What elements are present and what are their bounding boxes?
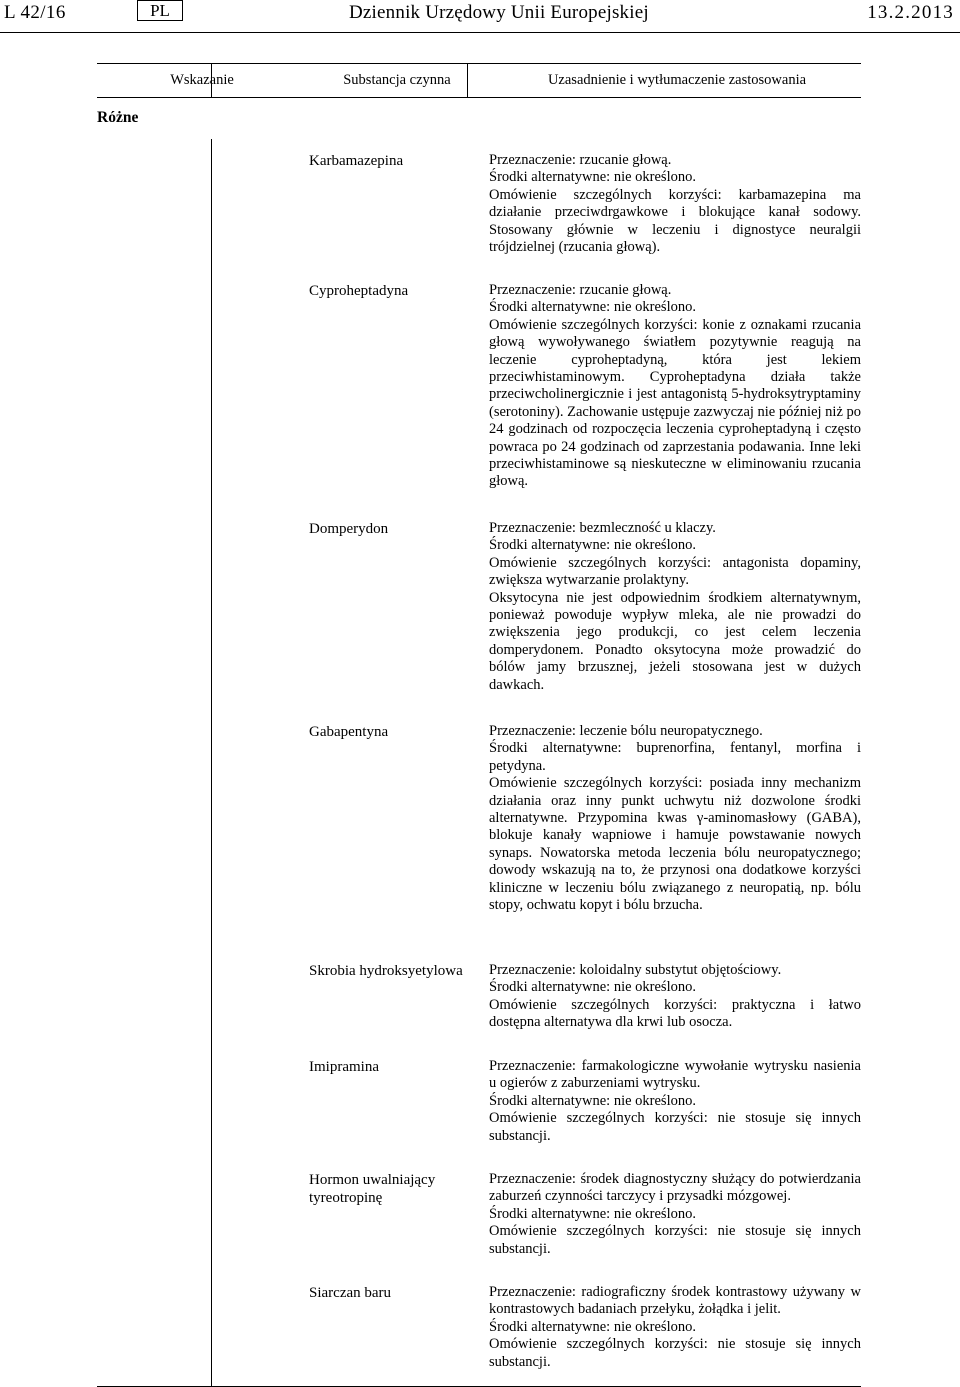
table-row-description <box>489 962 861 1032</box>
benefits-line: Omówienie szczególnych korzyści: karbamazepina ma działanie przeciwdrgawkowe i blokujące kanał sodowy. Stosowany głównie w leczeniu i dignostyce neuralgii trójdzielnej (rzucania głową). <box>489 186 861 256</box>
substance-name: Skrobia hydroksyetylowa <box>309 963 463 979</box>
benefits-line: Omówienie szczególnych korzyści: praktyczna i łatwo dostępna alternatywa dla krwi lub osocza. <box>489 996 861 1031</box>
alternatives-line: Środki alternatywne: buprenorfina, fentanyl, morfina i petydyna. <box>489 740 861 774</box>
table-row-description <box>489 282 861 491</box>
alternatives-line: Środki alternatywne: nie określono. <box>489 1205 696 1222</box>
purpose-line: Przeznaczenie: środek diagnostyczny służący do potwierdzania zaburzeń czynności tarczycy i przysadki mózgowej. <box>489 1171 861 1205</box>
benefits-line: Omówienie szczególnych korzyści: antagonista dopaminy, zwiększa wytwarzanie prolaktyny. <box>489 554 861 589</box>
purpose-line: Przeznaczenie: koloidalny substytut objętościowy. <box>489 962 782 978</box>
benefits-line: Omówienie szczególnych korzyści: konie z oznakami rzucania głową wywoływanego światłem pozytywnie reagują na leczenie cyproheptadyną, która jest lekiem przeciwhistaminowym. Cyproheptadyna działa także przeciwcholinergicznie i jest antagonistą 5-hydroksytryptaminy (serotoniny). Zachowanie ustępuje zazwyczaj nie później niż po 24 godzinach od rozpoczęcia leczenia cyproheptadyną i często powraca po 24 godzinach od zaprzestania podawania. Inne leki przeciwhistaminowe są nieskuteczne w eliminowaniu rzucania głową. <box>489 316 862 490</box>
substance-name: Domperydon <box>309 521 389 537</box>
purpose-line: Przeznaczenie: bezmleczność u klaczy. <box>489 520 716 536</box>
journal-title: Dziennik Urzędowy Unii Europejskiej <box>349 2 649 23</box>
table-row-description <box>489 1284 861 1371</box>
language-code: PL <box>137 0 183 21</box>
table-row-description <box>489 1058 861 1145</box>
table-row-description <box>489 1171 861 1258</box>
benefits-line: Omówienie szczególnych korzyści: posiada inny mechanizm działania oraz inny punkt uchwytu niż dozwolone środki alternatywne. Przypomina kwas γ-aminomasłowy (GABA), blokuje kanały wapniowe i hamuje powstawanie nowych synaps. Nowatorska metoda leczenia bólu neuropatycznego; dowody wskazują na to, że przynosi ona dodatkowe korzyści kliniczne w leczeniu bólu związanego z neuropatią, np. bólu stopy, ochwatu kopyt i bólu brzucha. <box>489 775 861 914</box>
purpose-line: Przeznaczenie: rzucanie głową. <box>489 152 672 168</box>
alternatives-line: Środki alternatywne: nie określono. <box>489 537 696 554</box>
purpose-line: Przeznaczenie: farmakologiczne wywołanie wytrysku nasienia u ogierów z zaburzeniami wytrysku. <box>489 1058 861 1092</box>
purpose-line: Przeznaczenie: leczenie bólu neuropatycznego. <box>489 723 763 739</box>
alternatives-line: Środki alternatywne: nie określono. <box>489 979 696 996</box>
benefits-line: Omówienie szczególnych korzyści: nie stosuje się innych substancji. <box>489 1110 861 1144</box>
column-header-indication: Wskazanie <box>170 72 234 88</box>
alternatives-line: Środki alternatywne: nie określono. <box>489 1092 696 1109</box>
substance-name: Gabapentyna <box>309 724 389 740</box>
column-divider <box>211 64 212 97</box>
substances-table <box>97 63 861 1387</box>
table-row-description <box>489 723 861 914</box>
column-header-active-substance: Substancja czynna <box>343 72 451 88</box>
table-row-description <box>489 152 861 256</box>
substance-name: Cyproheptadyna <box>309 283 409 299</box>
column-divider <box>467 64 468 97</box>
substance-name: Siarczan baru <box>309 1285 392 1301</box>
benefits-continuation-line: Oksytocyna nie jest odpowiednim środkiem alternatywnym, ponieważ powoduje wypływ mleka, ale nie prowadzi do zwiększenia jego produkcji, co jest celem leczenia domperydonem. Ponadto oksytocyna może prowadzić do bólów jamy brzusznej, jeżeli stosowana jest w dużych dawkach. <box>489 589 861 693</box>
substance-name: Hormon uwalniający tyreotropinę <box>309 1172 436 1206</box>
substance-name: Imipramina <box>309 1059 379 1075</box>
column-divider <box>211 139 212 1386</box>
alternatives-line: Środki alternatywne: nie określono. <box>489 169 696 186</box>
table-row-description <box>489 520 861 694</box>
section-title: Różne <box>97 109 139 126</box>
page-reference: L 42/16 <box>4 2 66 23</box>
benefits-line: Omówienie szczególnych korzyści: nie stosuje się innych substancji. <box>489 1336 861 1370</box>
column-header-justification: Uzasadnienie i wytłumaczenie zastosowania <box>547 72 807 88</box>
alternatives-line: Środki alternatywne: nie określono. <box>489 299 696 316</box>
purpose-line: Przeznaczenie: radiograficzny środek kontrastowy używany w kontrastowych badaniach przełyku, żołądka i jelit. <box>489 1284 861 1318</box>
publication-date: 13.2.2013 <box>867 2 954 23</box>
benefits-line: Omówienie szczególnych korzyści: nie stosuje się innych substancji. <box>489 1223 861 1257</box>
page-header <box>0 0 960 33</box>
purpose-line: Przeznaczenie: rzucanie głową. <box>489 282 672 298</box>
alternatives-line: Środki alternatywne: nie określono. <box>489 1318 696 1335</box>
substance-name: Karbamazepina <box>309 153 404 169</box>
